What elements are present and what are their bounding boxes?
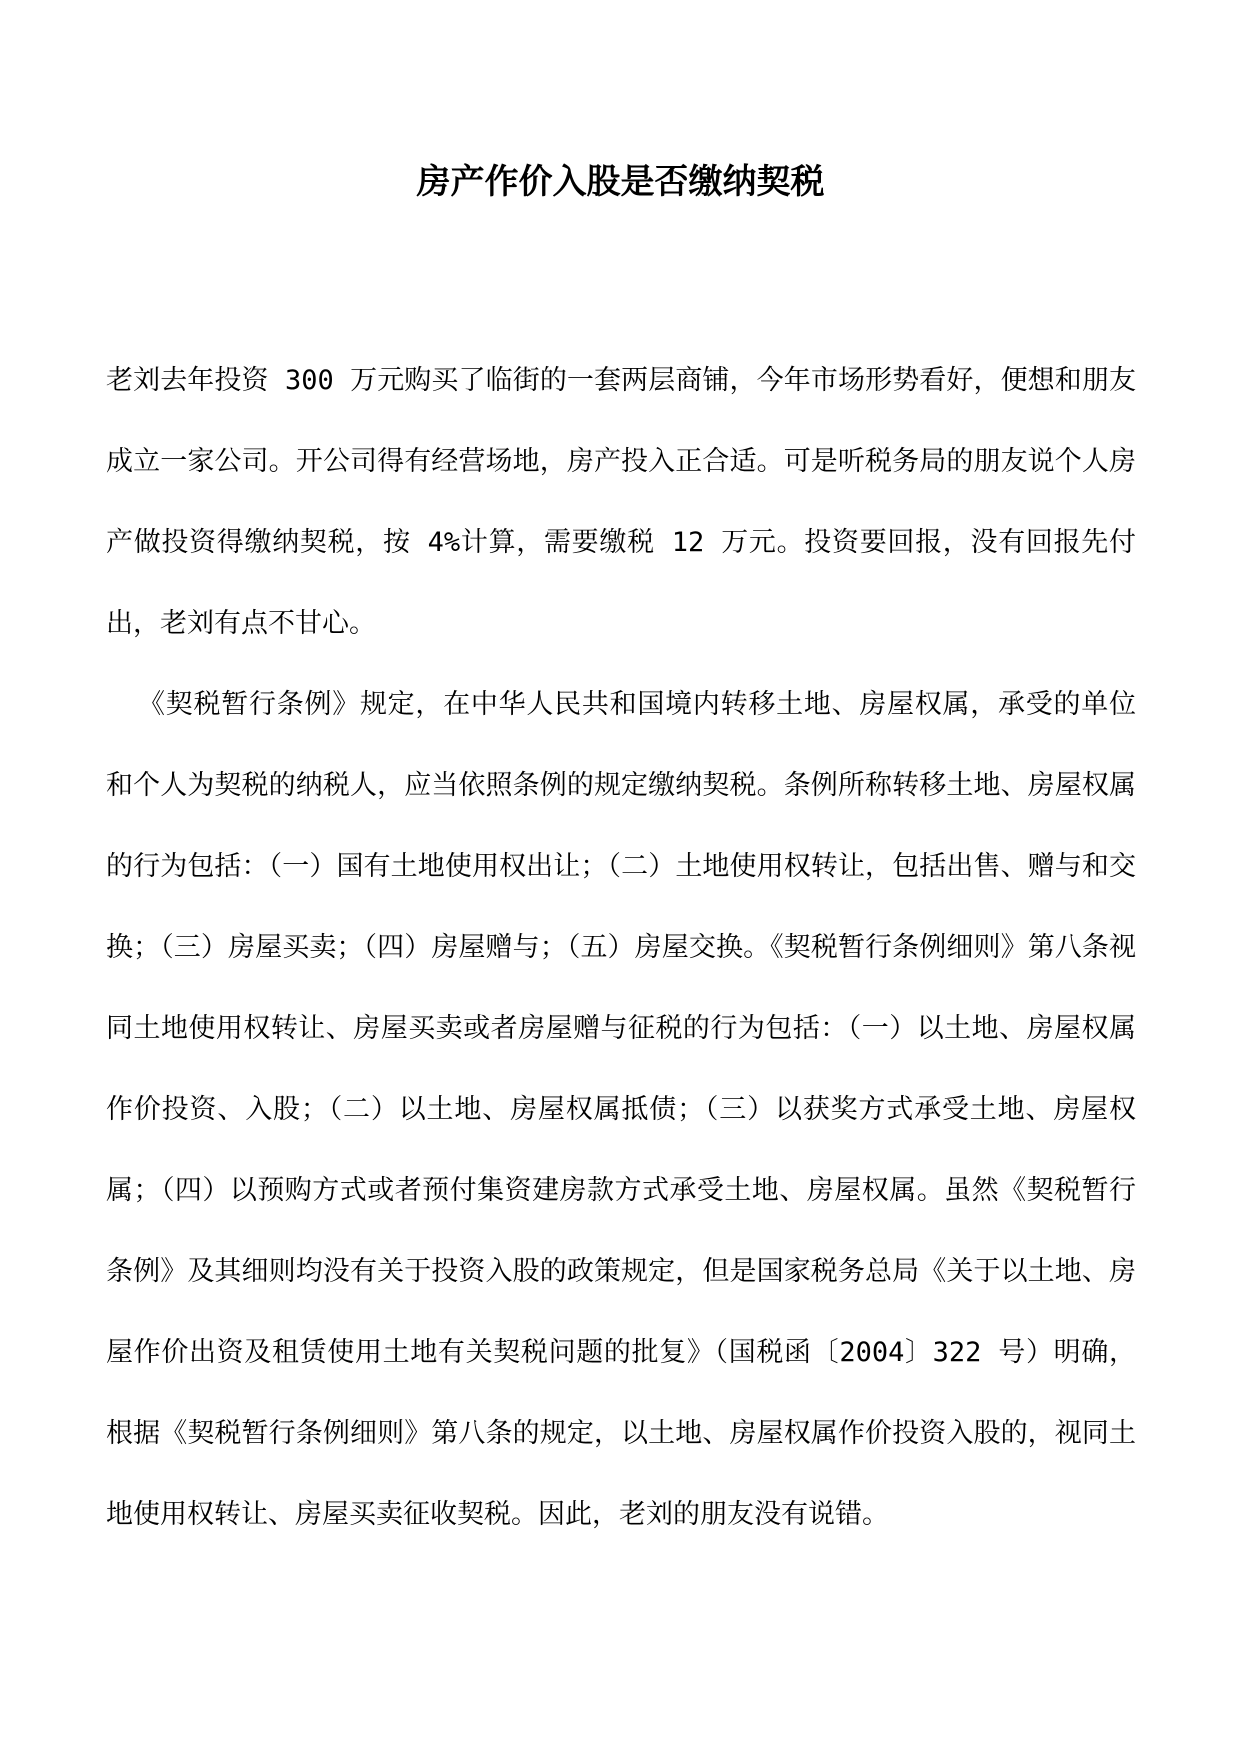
page-title: 房产作价入股是否缴纳契税 <box>416 162 825 202</box>
paragraph-1: 老刘去年投资 300 万元购买了临街的一套两层商铺，今年市场形势看好，便想和朋友成立一家公司。开公司得有经营场地，房产投入正合适。可是听税务局的朋友说个人房产做投资得缴纳契税，按 4%计算，需要缴税 12 万元。投资要回报，没有回报先付出，老刘有点不甘心。 <box>106 365 1136 639</box>
document-body <box>106 340 1136 1555</box>
paragraph-2: 《契税暂行条例》规定，在中华人民共和国境内转移土地、房屋权属，承受的单位和个人为契税的纳税人，应当依照条例的规定缴纳契税。条例所称转移土地、房屋权属的行为包括：（一）国有土地使用权出让；（二）土地使用权转让，包括出售、赠与和交换；（三）房屋买卖；（四）房屋赠与；（五）房屋交换。《契税暂行条例细则》第八条视同土地使用权转让、房屋买卖或者房屋赠与征税的行为包括：（一）以土地、房屋权属作价投资、入股；（二）以土地、房屋权属抵债；（三）以获奖方式承受土地、房屋权属；（四）以预购方式或者预付集资建房款方式承受土地、房屋权属。虽然《契税暂行条例》及其细则均没有关于投资入股的政策规定，但是国家税务总局《关于以土地、房屋作价出资及租赁使用土地有关契税问题的批复》（国税函〔2004〕322 号）明确，根据《契税暂行条例细则》第八条的规定，以土地、房屋权属作价投资入股的，视同土地使用权转让、房屋买卖征收契税。因此，老刘的朋友没有说错。 <box>106 689 1136 1530</box>
